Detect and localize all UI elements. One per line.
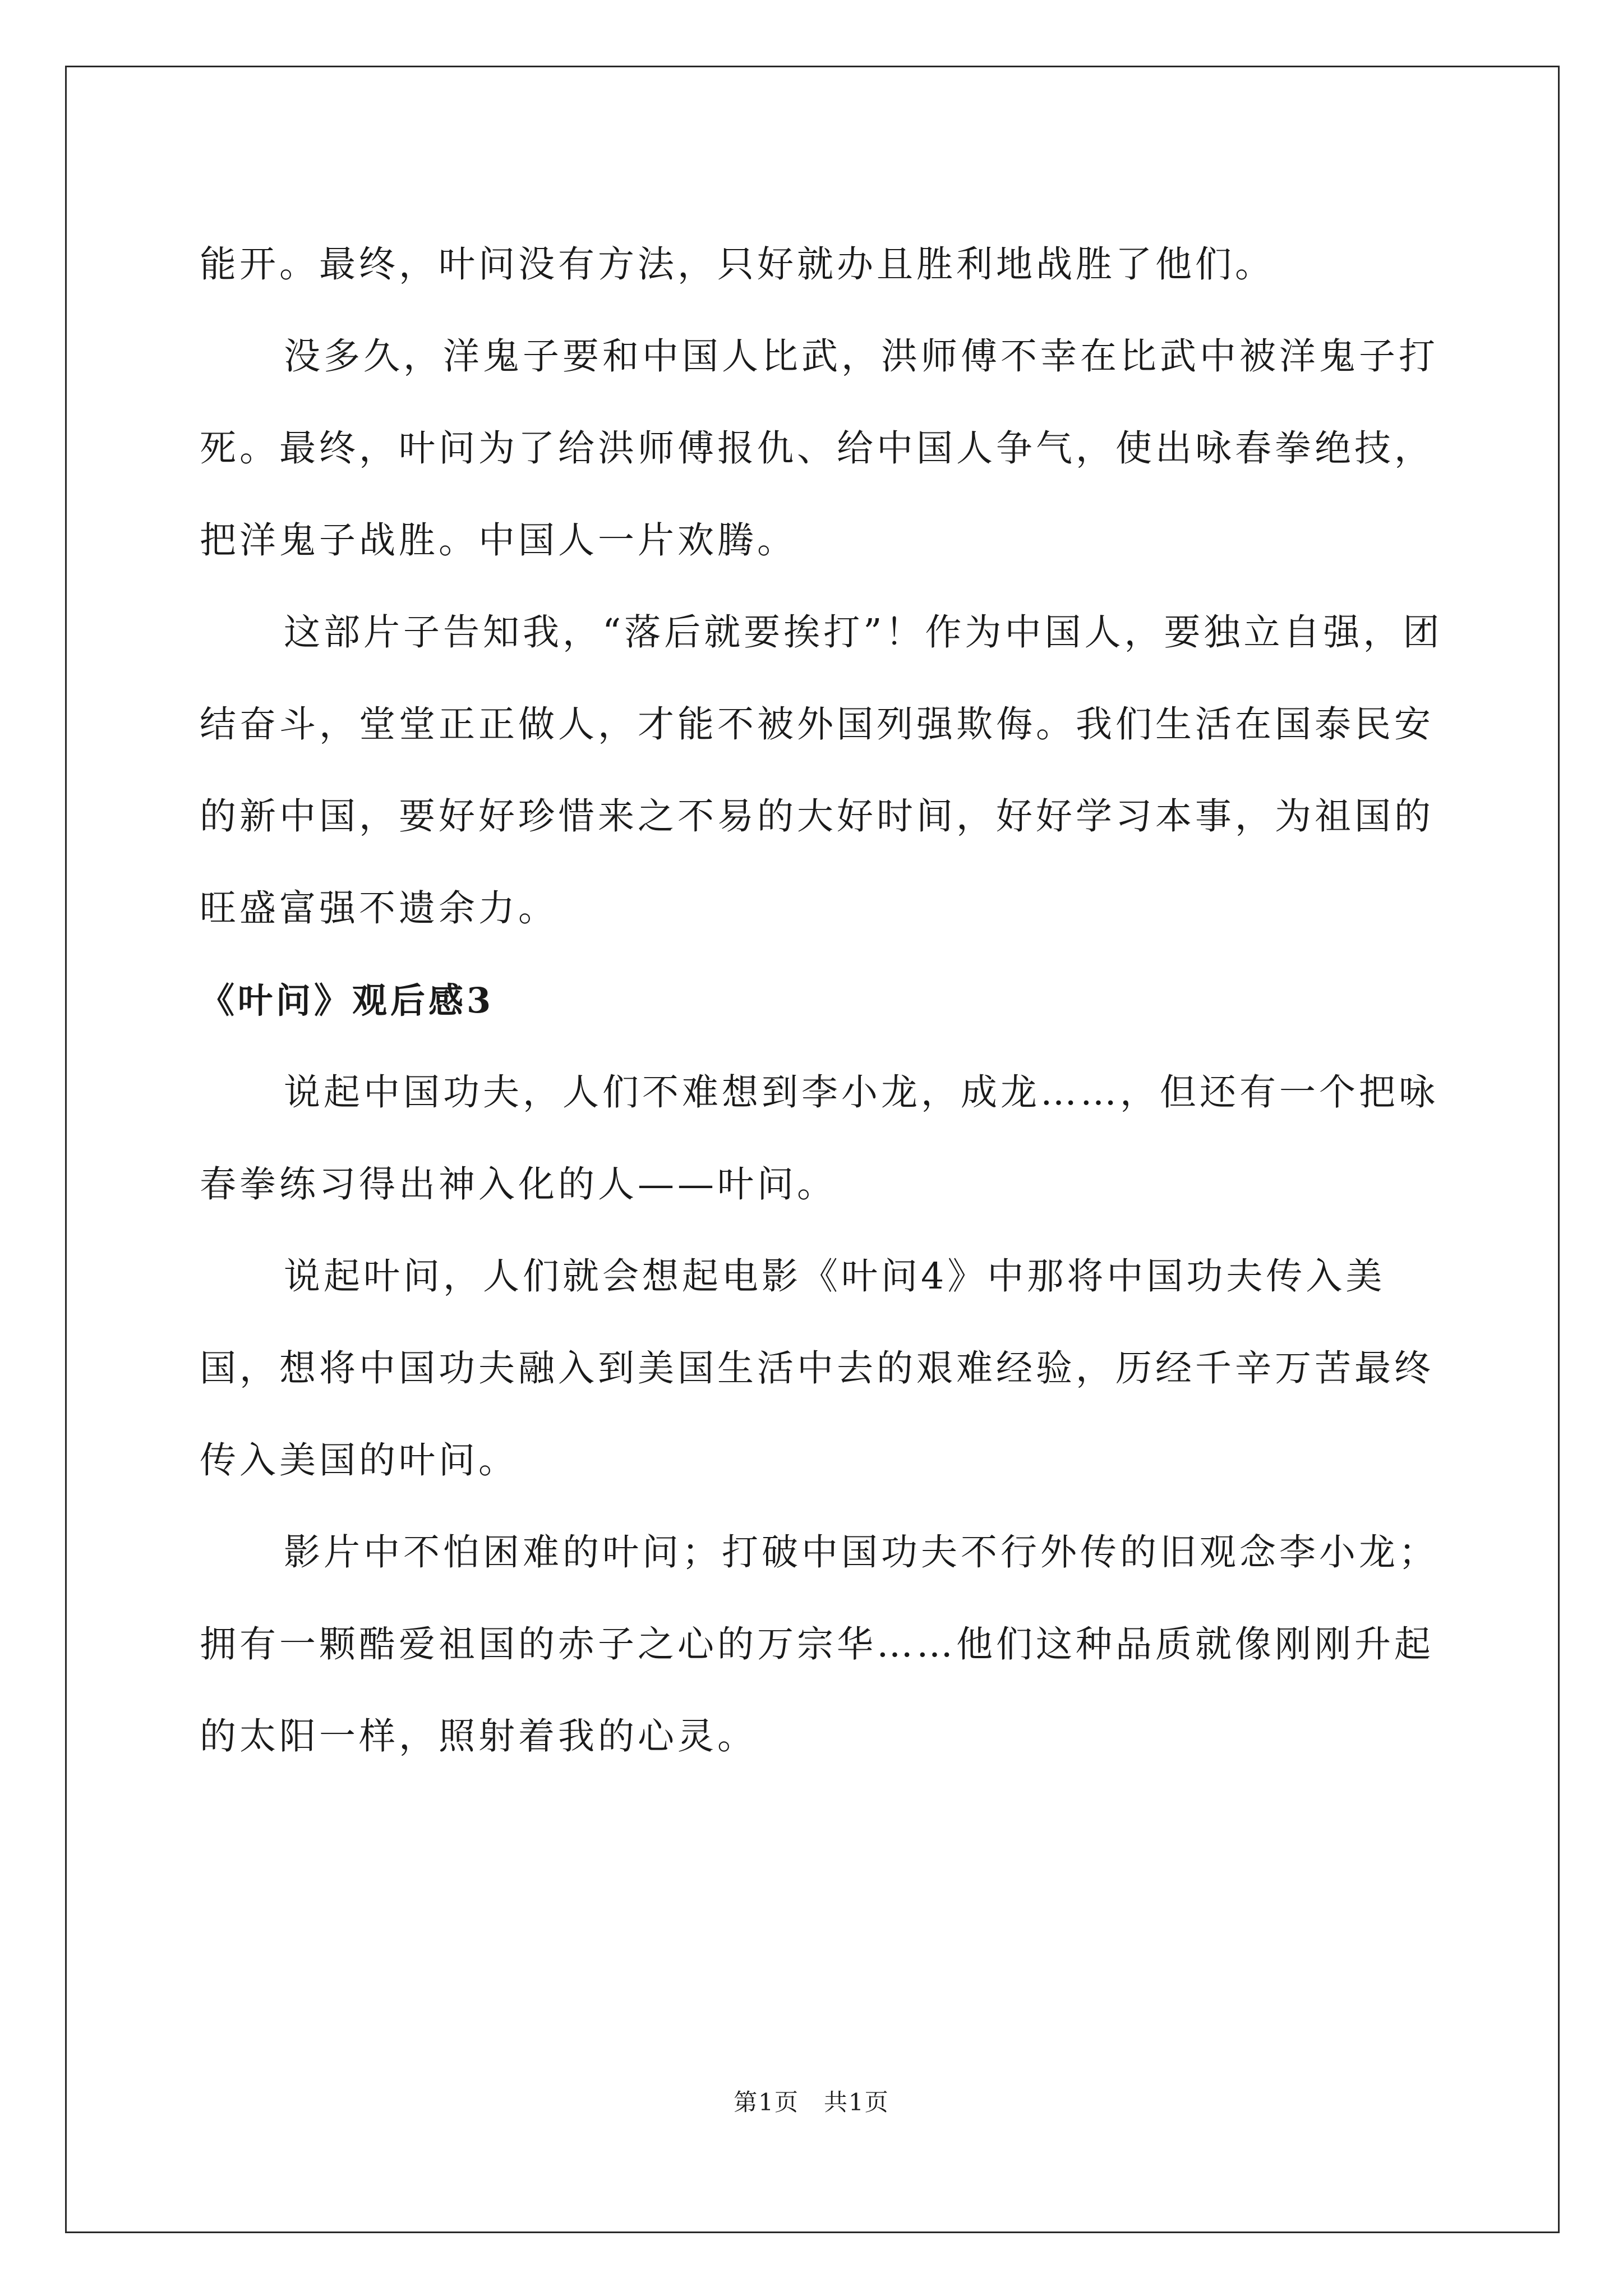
paragraph: 说起中国功夫，人们不难想到李小龙，成龙……，但还有一个把咏春拳练习得出神入化的人——叶问。: [200, 1071, 1439, 1205]
paragraph: 这部片子告知我，“落后就要挨打”！作为中国人，要独立自强，团结奋斗，堂堂正正做人，才能不被外国列强欺侮。我们生活在国泰民安的新中国，要好好珍惜来之不易的大好时间，好好学习本事，为祖国的旺盛富强不遗余力。: [200, 611, 1443, 930]
document-body: [200, 219, 1450, 1783]
paragraph: 没多久，洋鬼子要和中国人比武，洪师傅不幸在比武中被洋鬼子打死。最终，叶问为了给洪师傅报仇、给中国人争气，使出咏春拳绝技，把洋鬼子战胜。中国人一片欢腾。: [200, 335, 1439, 562]
section-heading: 《叶问》观后感3: [200, 980, 495, 1021]
paragraph: 影片中不怕困难的叶问；打破中国功夫不行外传的旧观念李小龙；拥有一颗酷爱祖国的赤子之心的万宗华……他们这种品质就像刚刚升起的太阳一样，照射着我的心灵。: [200, 1531, 1439, 1757]
page-footer: 第1页 共1页: [734, 2088, 889, 2116]
paragraph: 说起叶问，人们就会想起电影《叶问4》中那将中国功夫传入美国，想将中国功夫融入到美国生活中去的艰难经验，历经千辛万苦最终传入美国的叶问。: [200, 1255, 1435, 1481]
paragraph-continuation: 能开。最终，叶问没有方法，只好就办且胜利地战胜了他们。: [200, 243, 1275, 286]
